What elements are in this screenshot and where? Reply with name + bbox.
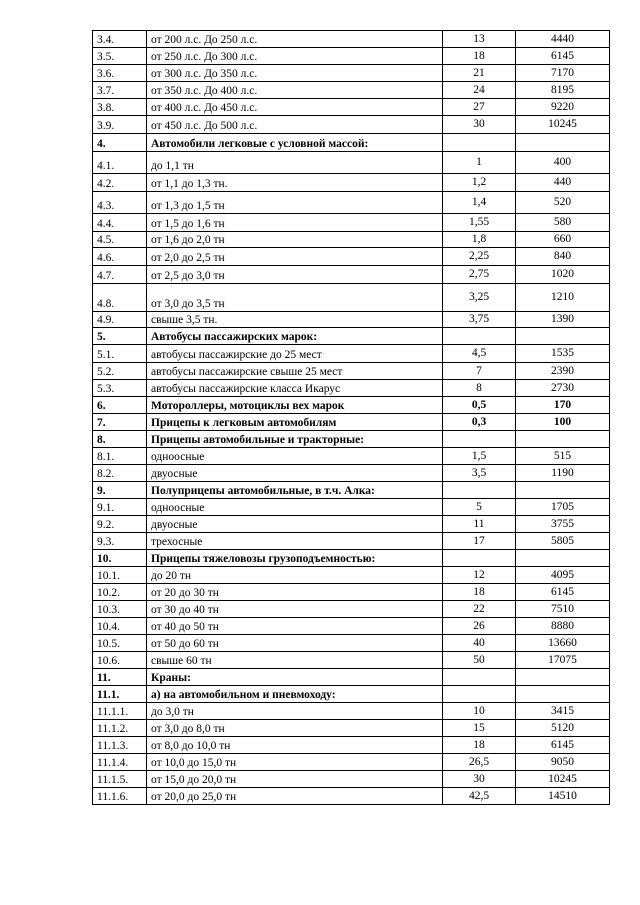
row-name-cell: от 350 л.с. До 400 л.с. xyxy=(147,82,443,99)
row-name-cell: Прицепы автомобильные и тракторные: xyxy=(147,431,443,448)
row-amount-cell: 8195 xyxy=(516,82,610,99)
row-amount-cell: 520 xyxy=(516,192,610,214)
row-amount-cell: 1020 xyxy=(516,266,610,284)
row-name-cell: от 450 л.с. До 500 л.с. xyxy=(147,116,443,134)
row-name-cell: до 3,0 тн xyxy=(147,703,443,720)
row-number-cell: 8.2. xyxy=(93,465,147,482)
row-coefficient-cell: 30 xyxy=(443,771,516,788)
row-amount-cell: 1535 xyxy=(516,345,610,363)
row-name-cell: Прицепы тяжеловозы грузоподъемностью: xyxy=(147,550,443,567)
table-row xyxy=(93,601,610,618)
row-coefficient-cell: 10 xyxy=(443,703,516,720)
row-amount-cell xyxy=(516,550,610,567)
row-coefficient-cell: 3,75 xyxy=(443,312,516,328)
table-row xyxy=(93,635,610,652)
row-number-cell: 11.1.3. xyxy=(93,737,147,754)
row-number-cell: 4.5. xyxy=(93,232,147,248)
row-number-cell: 10.6. xyxy=(93,652,147,669)
row-name-cell: от 15,0 до 20,0 тн xyxy=(147,771,443,788)
row-number-cell: 11. xyxy=(93,669,147,686)
row-name-cell: от 2,5 до 3,0 тн xyxy=(147,266,443,284)
section-row xyxy=(93,686,610,703)
section-row xyxy=(93,414,610,431)
row-name-cell: от 10,0 до 15,0 тн xyxy=(147,754,443,771)
row-number-cell: 11.1.2. xyxy=(93,720,147,737)
row-amount-cell: 7510 xyxy=(516,601,610,618)
row-name-cell: от 3,0 до 3,5 тн xyxy=(147,284,443,312)
row-coefficient-cell xyxy=(443,550,516,567)
table-row xyxy=(93,116,610,134)
table-row xyxy=(93,266,610,284)
tariff-table-body xyxy=(93,31,610,805)
row-amount-cell: 440 xyxy=(516,174,610,192)
row-number-cell: 11.1.4. xyxy=(93,754,147,771)
row-name-cell: Краны: xyxy=(147,669,443,686)
row-number-cell: 10.4. xyxy=(93,618,147,635)
row-amount-cell: 10245 xyxy=(516,771,610,788)
row-coefficient-cell: 12 xyxy=(443,567,516,584)
row-amount-cell: 3755 xyxy=(516,516,610,533)
table-row xyxy=(93,380,610,397)
row-coefficient-cell: 0,5 xyxy=(443,397,516,414)
row-coefficient-cell: 1 xyxy=(443,152,516,174)
row-amount-cell xyxy=(516,431,610,448)
table-row xyxy=(93,31,610,48)
table-row xyxy=(93,232,610,248)
row-coefficient-cell: 1,5 xyxy=(443,448,516,465)
row-name-cell: от 20 до 30 тн xyxy=(147,584,443,601)
row-amount-cell: 4095 xyxy=(516,567,610,584)
row-number-cell: 4.7. xyxy=(93,266,147,284)
table-row xyxy=(93,65,610,82)
table-row xyxy=(93,248,610,266)
row-name-cell: автобусы пассажирские до 25 мест xyxy=(147,345,443,363)
row-coefficient-cell: 4,5 xyxy=(443,345,516,363)
row-number-cell: 11.1.6. xyxy=(93,788,147,805)
row-coefficient-cell xyxy=(443,482,516,499)
row-coefficient-cell: 8 xyxy=(443,380,516,397)
row-coefficient-cell: 1,4 xyxy=(443,192,516,214)
row-name-cell: от 1,1 до 1,3 тн. xyxy=(147,174,443,192)
table-row xyxy=(93,312,610,328)
row-name-cell: от 1,6 до 2,0 тн xyxy=(147,232,443,248)
row-coefficient-cell: 26,5 xyxy=(443,754,516,771)
row-coefficient-cell: 18 xyxy=(443,584,516,601)
row-coefficient-cell: 0,3 xyxy=(443,414,516,431)
table-row xyxy=(93,737,610,754)
row-coefficient-cell xyxy=(443,328,516,345)
table-row xyxy=(93,174,610,192)
row-amount-cell: 100 xyxy=(516,414,610,431)
row-amount-cell: 6145 xyxy=(516,584,610,601)
row-amount-cell: 580 xyxy=(516,214,610,232)
row-name-cell: свыше 60 тн xyxy=(147,652,443,669)
row-name-cell: от 40 до 50 тн xyxy=(147,618,443,635)
row-number-cell: 3.7. xyxy=(93,82,147,99)
row-number-cell: 4.4. xyxy=(93,214,147,232)
row-number-cell: 11.1.5. xyxy=(93,771,147,788)
section-row xyxy=(93,482,610,499)
row-amount-cell: 7170 xyxy=(516,65,610,82)
table-row xyxy=(93,48,610,65)
table-row xyxy=(93,584,610,601)
row-coefficient-cell xyxy=(443,686,516,703)
row-amount-cell: 17075 xyxy=(516,652,610,669)
table-row xyxy=(93,99,610,116)
table-row xyxy=(93,720,610,737)
row-amount-cell: 1390 xyxy=(516,312,610,328)
row-name-cell: от 400 л.с. До 450 л.с. xyxy=(147,99,443,116)
row-name-cell: Полуприцепы автомобильные, в т.ч. Алка: xyxy=(147,482,443,499)
row-amount-cell: 14510 xyxy=(516,788,610,805)
row-name-cell: от 30 до 40 тн xyxy=(147,601,443,618)
row-name-cell: от 20,0 до 25,0 тн xyxy=(147,788,443,805)
row-name-cell: от 300 л.с. До 350 л.с. xyxy=(147,65,443,82)
row-name-cell: Прицепы к легковым автомобилям xyxy=(147,414,443,431)
row-number-cell: 3.9. xyxy=(93,116,147,134)
tariff-table xyxy=(92,30,610,805)
row-name-cell: трехосные xyxy=(147,533,443,550)
row-coefficient-cell: 1,2 xyxy=(443,174,516,192)
row-number-cell: 4.8. xyxy=(93,284,147,312)
row-number-cell: 4.2. xyxy=(93,174,147,192)
row-number-cell: 11.1. xyxy=(93,686,147,703)
table-row xyxy=(93,754,610,771)
row-coefficient-cell: 22 xyxy=(443,601,516,618)
row-amount-cell: 8880 xyxy=(516,618,610,635)
row-coefficient-cell xyxy=(443,669,516,686)
table-row xyxy=(93,214,610,232)
row-amount-cell: 1210 xyxy=(516,284,610,312)
row-number-cell: 5. xyxy=(93,328,147,345)
row-amount-cell xyxy=(516,328,610,345)
row-number-cell: 3.6. xyxy=(93,65,147,82)
row-amount-cell: 10245 xyxy=(516,116,610,134)
row-name-cell: Автомобили легковые с условной массой: xyxy=(147,134,443,152)
row-coefficient-cell xyxy=(443,134,516,152)
row-number-cell: 5.3. xyxy=(93,380,147,397)
row-number-cell: 11.1.1. xyxy=(93,703,147,720)
row-name-cell: до 1,1 тн xyxy=(147,152,443,174)
row-amount-cell: 5120 xyxy=(516,720,610,737)
row-number-cell: 9.3. xyxy=(93,533,147,550)
row-amount-cell: 1190 xyxy=(516,465,610,482)
table-row xyxy=(93,567,610,584)
row-amount-cell: 170 xyxy=(516,397,610,414)
row-coefficient-cell: 42,5 xyxy=(443,788,516,805)
table-row xyxy=(93,152,610,174)
table-row xyxy=(93,363,610,380)
row-amount-cell: 9220 xyxy=(516,99,610,116)
row-number-cell: 3.4. xyxy=(93,31,147,48)
row-coefficient-cell xyxy=(443,431,516,448)
row-amount-cell: 6145 xyxy=(516,48,610,65)
row-coefficient-cell: 18 xyxy=(443,737,516,754)
row-name-cell: а) на автомобильном и пневмоходу: xyxy=(147,686,443,703)
row-name-cell: автобусы пассажирские класса Икарус xyxy=(147,380,443,397)
row-number-cell: 4.3. xyxy=(93,192,147,214)
section-row xyxy=(93,397,610,414)
table-row xyxy=(93,499,610,516)
table-row xyxy=(93,788,610,805)
row-coefficient-cell: 30 xyxy=(443,116,516,134)
row-amount-cell: 515 xyxy=(516,448,610,465)
row-name-cell: двуосные xyxy=(147,516,443,533)
row-name-cell: от 50 до 60 тн xyxy=(147,635,443,652)
row-amount-cell: 660 xyxy=(516,232,610,248)
row-coefficient-cell: 1,8 xyxy=(443,232,516,248)
section-row xyxy=(93,550,610,567)
table-row xyxy=(93,82,610,99)
row-number-cell: 3.5. xyxy=(93,48,147,65)
row-name-cell: от 2,0 до 2,5 тн xyxy=(147,248,443,266)
row-coefficient-cell: 27 xyxy=(443,99,516,116)
row-name-cell: от 1,5 до 1,6 тн xyxy=(147,214,443,232)
row-number-cell: 4.1. xyxy=(93,152,147,174)
row-coefficient-cell: 2,75 xyxy=(443,266,516,284)
row-number-cell: 8. xyxy=(93,431,147,448)
row-amount-cell xyxy=(516,482,610,499)
row-number-cell: 10.1. xyxy=(93,567,147,584)
row-coefficient-cell: 3,25 xyxy=(443,284,516,312)
row-name-cell: одноосные xyxy=(147,448,443,465)
table-row xyxy=(93,465,610,482)
row-amount-cell xyxy=(516,134,610,152)
table-row xyxy=(93,284,610,312)
row-amount-cell xyxy=(516,686,610,703)
row-coefficient-cell: 17 xyxy=(443,533,516,550)
row-name-cell: Мотороллеры, мотоциклы вех марок xyxy=(147,397,443,414)
row-number-cell: 6. xyxy=(93,397,147,414)
section-row xyxy=(93,431,610,448)
row-coefficient-cell: 21 xyxy=(443,65,516,82)
row-coefficient-cell: 13 xyxy=(443,31,516,48)
row-name-cell: до 20 тн xyxy=(147,567,443,584)
row-coefficient-cell: 7 xyxy=(443,363,516,380)
row-name-cell: от 200 л.с. До 250 л.с. xyxy=(147,31,443,48)
row-name-cell: свыше 3,5 тн. xyxy=(147,312,443,328)
row-amount-cell: 13660 xyxy=(516,635,610,652)
row-amount-cell: 2730 xyxy=(516,380,610,397)
row-coefficient-cell: 2,25 xyxy=(443,248,516,266)
row-amount-cell: 400 xyxy=(516,152,610,174)
row-number-cell: 7. xyxy=(93,414,147,431)
table-row xyxy=(93,516,610,533)
row-number-cell: 9.2. xyxy=(93,516,147,533)
row-coefficient-cell: 26 xyxy=(443,618,516,635)
row-name-cell: автобусы пассажирские свыше 25 мест xyxy=(147,363,443,380)
row-coefficient-cell: 11 xyxy=(443,516,516,533)
row-number-cell: 10.3. xyxy=(93,601,147,618)
table-row xyxy=(93,533,610,550)
table-row xyxy=(93,448,610,465)
row-number-cell: 4.6. xyxy=(93,248,147,266)
row-name-cell: от 250 л.с. До 300 л.с. xyxy=(147,48,443,65)
row-name-cell: от 1,3 до 1,5 тн xyxy=(147,192,443,214)
row-number-cell: 10. xyxy=(93,550,147,567)
row-amount-cell: 2390 xyxy=(516,363,610,380)
section-row xyxy=(93,328,610,345)
table-row xyxy=(93,703,610,720)
row-number-cell: 8.1. xyxy=(93,448,147,465)
row-coefficient-cell: 1,55 xyxy=(443,214,516,232)
section-row xyxy=(93,669,610,686)
table-row xyxy=(93,771,610,788)
row-amount-cell: 9050 xyxy=(516,754,610,771)
row-number-cell: 3.8. xyxy=(93,99,147,116)
row-name-cell: одноосные xyxy=(147,499,443,516)
row-amount-cell: 4440 xyxy=(516,31,610,48)
row-number-cell: 4.9. xyxy=(93,312,147,328)
row-coefficient-cell: 40 xyxy=(443,635,516,652)
row-number-cell: 5.1. xyxy=(93,345,147,363)
row-number-cell: 9.1. xyxy=(93,499,147,516)
row-number-cell: 9. xyxy=(93,482,147,499)
table-row xyxy=(93,618,610,635)
table-row xyxy=(93,192,610,214)
row-coefficient-cell: 15 xyxy=(443,720,516,737)
row-coefficient-cell: 18 xyxy=(443,48,516,65)
row-name-cell: двуосные xyxy=(147,465,443,482)
row-number-cell: 10.2. xyxy=(93,584,147,601)
table-row xyxy=(93,345,610,363)
row-name-cell: от 8,0 до 10,0 тн xyxy=(147,737,443,754)
section-row xyxy=(93,134,610,152)
row-amount-cell: 840 xyxy=(516,248,610,266)
row-name-cell: Автобусы пассажирских марок: xyxy=(147,328,443,345)
row-coefficient-cell: 24 xyxy=(443,82,516,99)
row-amount-cell xyxy=(516,669,610,686)
row-amount-cell: 1705 xyxy=(516,499,610,516)
row-coefficient-cell: 3,5 xyxy=(443,465,516,482)
row-number-cell: 5.2. xyxy=(93,363,147,380)
table-row xyxy=(93,652,610,669)
row-coefficient-cell: 50 xyxy=(443,652,516,669)
row-number-cell: 4. xyxy=(93,134,147,152)
row-amount-cell: 6145 xyxy=(516,737,610,754)
row-name-cell: от 3,0 до 8,0 тн xyxy=(147,720,443,737)
row-number-cell: 10.5. xyxy=(93,635,147,652)
row-coefficient-cell: 5 xyxy=(443,499,516,516)
row-amount-cell: 3415 xyxy=(516,703,610,720)
row-amount-cell: 5805 xyxy=(516,533,610,550)
